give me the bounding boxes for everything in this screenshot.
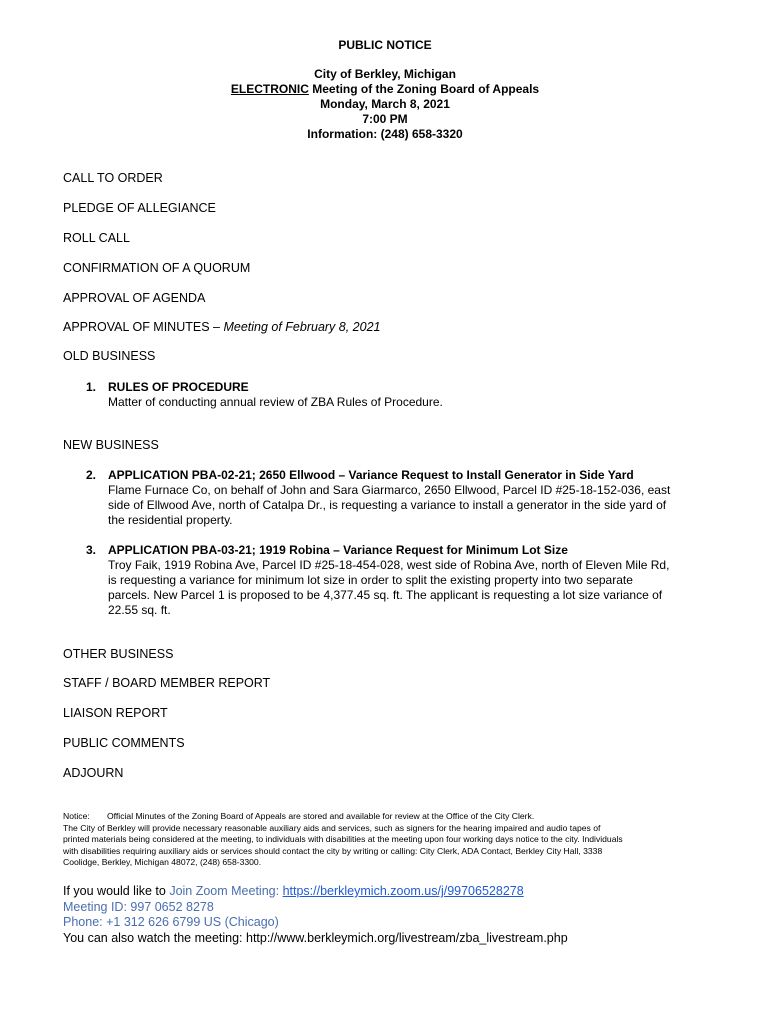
agenda-quorum: CONFIRMATION OF A QUORUM: [63, 261, 251, 275]
zoom-info: [63, 884, 568, 946]
zoom-meeting-id: Meeting ID: 997 0652 8278: [63, 899, 214, 914]
item-description-line: parcels. New Parcel 1 is proposed to be 4,377.45 sq. ft. The applicant is requesting a lot size variance of: [108, 588, 663, 602]
information-phone: Information: (248) 658-3320: [307, 127, 463, 141]
item-number: 3.: [86, 543, 97, 557]
agenda-call-to-order: CALL TO ORDER: [63, 171, 163, 185]
meeting-info-block: [0, 67, 770, 142]
city-name: City of Berkley, Michigan: [314, 67, 456, 81]
agenda-new-business: NEW BUSINESS: [63, 438, 159, 452]
zoom-meeting-link[interactable]: https://berkleymich.zoom.us/j/99706528278: [282, 884, 524, 898]
agenda-public-comments: PUBLIC COMMENTS: [63, 736, 185, 750]
item-number: 1.: [86, 380, 97, 394]
livestream-line: You can also watch the meeting: http://www.berkleymich.org/livestream/zba_livestream.php: [63, 930, 568, 945]
item-description-line: Matter of conducting annual review of ZBA Rules of Procedure.: [108, 395, 443, 409]
zoom-join-line: [63, 884, 568, 900]
agenda-old-business: OLD BUSINESS: [63, 349, 156, 363]
notice-line: printed materials being considered at the meeting, to individuals with disabilities at the meeting upon four working days notice to the city. Individuals: [63, 834, 623, 844]
approval-minutes-note: Meeting of February 8, 2021: [223, 320, 381, 334]
notice-title: PUBLIC NOTICE: [338, 38, 432, 52]
meeting-time: 7:00 PM: [362, 112, 408, 126]
item-description-line: side of Ellwood Ave, north of Catalpa Dr., is requesting a variance to install a generator in the side yard of: [108, 498, 667, 512]
item-title: RULES OF PROCEDURE: [108, 380, 249, 394]
approval-minutes-label: APPROVAL OF MINUTES –: [63, 320, 224, 334]
agenda-other-business: OTHER BUSINESS: [63, 647, 174, 661]
meeting-type-line: [0, 82, 770, 97]
item-description-line: is requesting a variance for minimum lot size in order to split the existing property into two separate: [108, 573, 633, 587]
item-description-line: 22.55 sq. ft.: [108, 603, 171, 617]
notice-line: with disabilities requiring auxiliary aids or services should contact the city by writing or calling: City Clerk, ADA Contact, Berkley City Hall, 3338: [63, 845, 603, 856]
agenda-approval-minutes: [63, 320, 381, 335]
notice-minutes-text: Official Minutes of the Zoning Board of Appeals are stored and available for review at the Office of the City Clerk.: [107, 811, 535, 821]
item-title: APPLICATION PBA-03-21; 1919 Robina – Variance Request for Minimum Lot Size: [108, 543, 568, 557]
notice-line: The City of Berkley will provide necessary reasonable auxiliary aids and services, such as signers for the hearing impaired and audio tapes of: [63, 822, 601, 833]
notice-first-line: [63, 811, 713, 823]
zoom-prefix: If you would like to: [63, 884, 170, 898]
agenda-adjourn: ADJOURN: [63, 766, 124, 780]
agenda-roll-call: ROLL CALL: [63, 231, 130, 245]
item-number: 2.: [86, 468, 97, 482]
agenda-pledge: PLEDGE OF ALLEGIANCE: [63, 201, 216, 215]
meeting-date: Monday, March 8, 2021: [320, 97, 450, 111]
meeting-board-name: Meeting of the Zoning Board of Appeals: [308, 82, 540, 96]
item-description-line: the residential property.: [108, 513, 233, 527]
zoom-phone: Phone: +1 312 626 6799 US (Chicago): [63, 915, 279, 929]
meeting-electronic-label: ELECTRONIC: [230, 82, 309, 96]
item-description-line: Troy Faik, 1919 Robina Ave, Parcel ID #25-18-454-028, west side of Robina Ave, north of Eleven Mile Rd,: [108, 558, 670, 572]
item-title: APPLICATION PBA-02-21; 2650 Ellwood – Variance Request to Install Generator in Side Yard: [108, 468, 634, 482]
zoom-join-label: Join Zoom Meeting:: [169, 884, 283, 898]
notice-label: Notice:: [63, 811, 90, 821]
agenda-staff-report: STAFF / BOARD MEMBER REPORT: [63, 676, 271, 690]
agenda-approval-agenda: APPROVAL OF AGENDA: [63, 291, 206, 305]
item-description-line: Flame Furnace Co, on behalf of John and Sara Giarmarco, 2650 Ellwood, Parcel ID #25-18-152-036, east: [108, 483, 671, 497]
agenda-liaison-report: LIAISON REPORT: [63, 706, 168, 720]
accessibility-notice: [63, 811, 713, 869]
notice-line: Coolidge, Berkley, Michigan 48072, (248) 658-3300.: [63, 857, 262, 867]
